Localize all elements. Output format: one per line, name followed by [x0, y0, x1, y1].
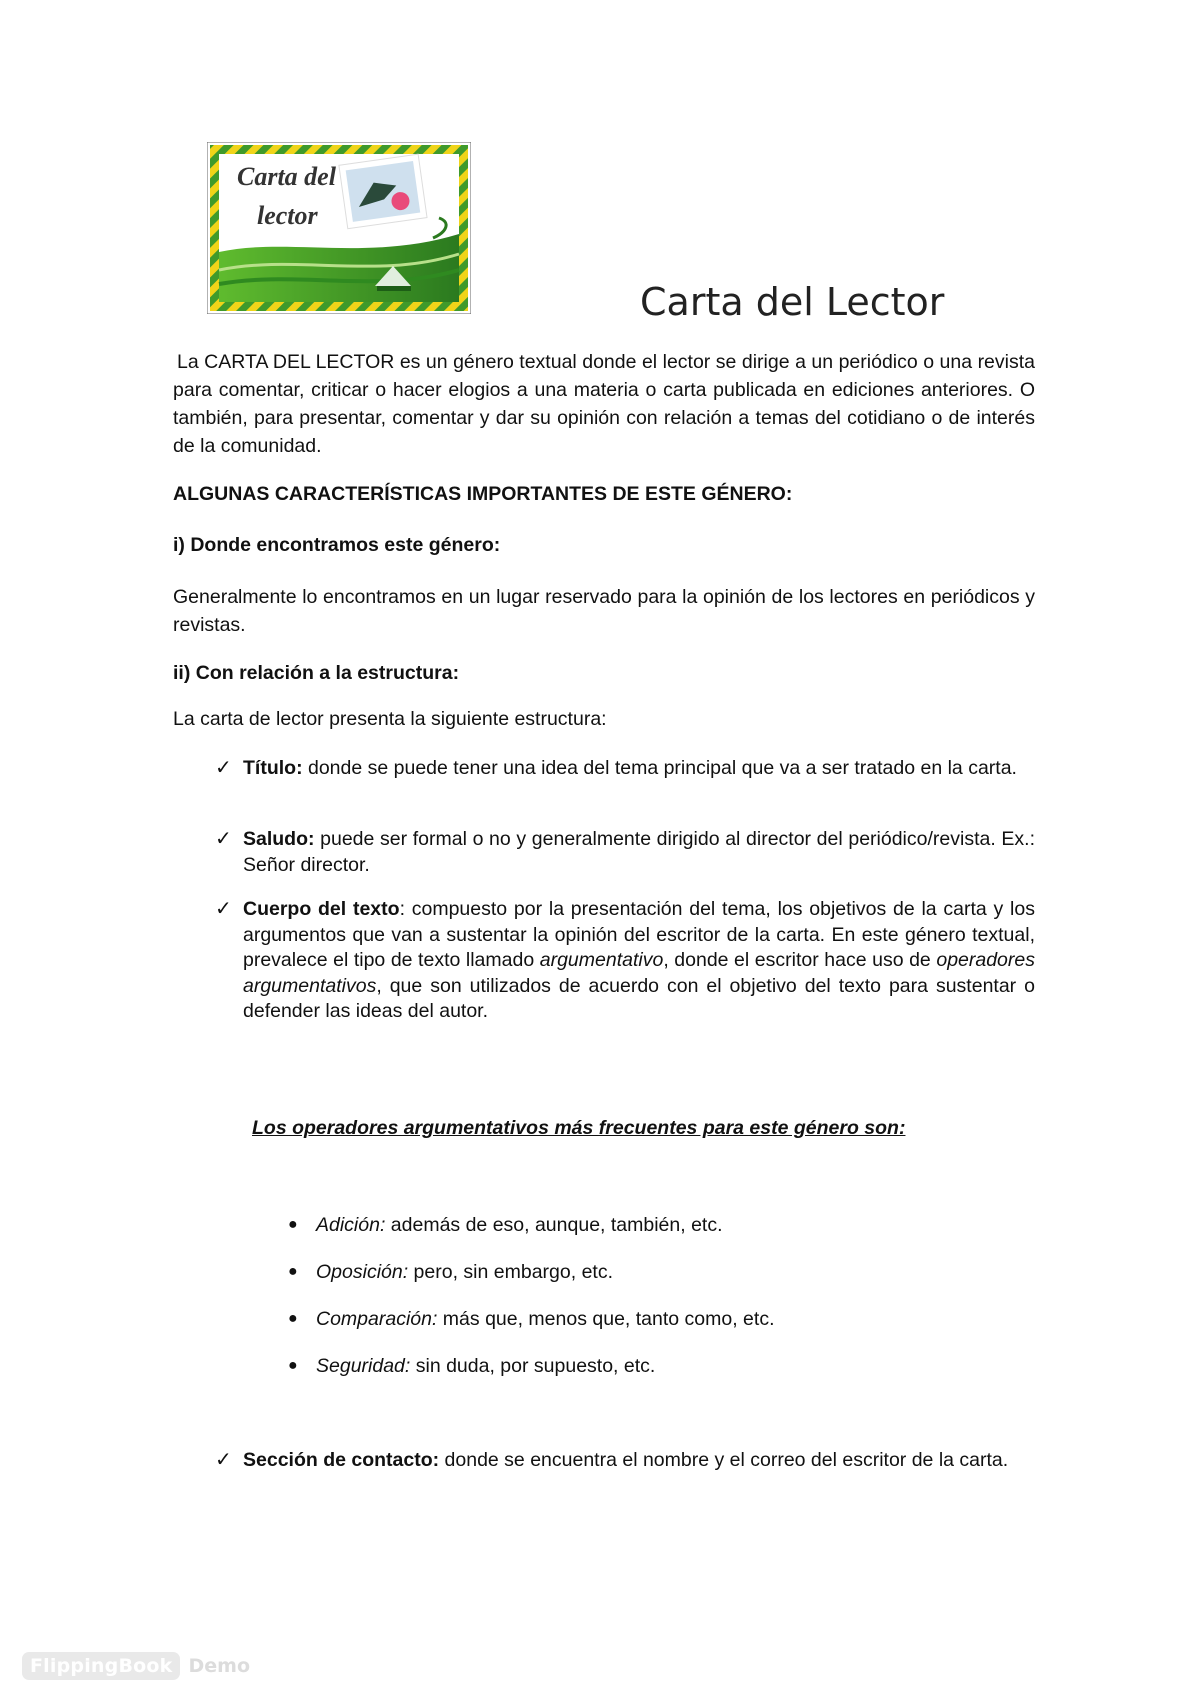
watermark-brand: FlippingBook [22, 1652, 180, 1680]
check-icon: ✓ [215, 828, 232, 850]
list-item-comparacion [288, 1306, 775, 1332]
check-label: Saludo: [243, 828, 315, 850]
bullet-label: Seguridad: [316, 1355, 411, 1377]
check-text: puede ser formal o no y generalmente dirigido al director del periódico/revista. Ex.: Señor director. [243, 828, 1035, 876]
list-item-adicion [288, 1212, 723, 1238]
check-icon: ✓ [215, 898, 232, 920]
watermark-suffix: Demo [188, 1655, 250, 1677]
check-label: Título: [243, 757, 303, 779]
flippingbook-demo-watermark[interactable] [22, 1649, 250, 1683]
bullet-icon: ● [288, 1310, 298, 1327]
check-icon: ✓ [215, 1449, 232, 1471]
check-icon: ✓ [215, 757, 232, 779]
heading-donde: i) Donde encontramos este género: [173, 534, 501, 556]
list-item-seguridad [288, 1353, 655, 1379]
check-item-contacto [215, 1447, 1035, 1473]
bullet-icon: ● [288, 1357, 298, 1374]
check-label: Sección de contacto: [243, 1449, 440, 1471]
emphasis-argumentativo: argumentativo [539, 949, 664, 971]
emphasis-operadores: operadores argumentativos [243, 949, 1035, 997]
carta-del-lector-logo [207, 142, 471, 314]
check-item-titulo [215, 755, 1035, 781]
check-text: donde se encuentra el nombre y el correo del escritor de la carta. [439, 1449, 1009, 1471]
check-text: , que son utilizados de acuerdo con el objetivo del texto para sustentar o defender las ideas del autor. [243, 974, 1035, 1022]
bullet-icon: ● [288, 1263, 298, 1280]
check-label: Cuerpo del texto [243, 898, 400, 920]
heading-estructura: ii) Con relación a la estructura: [173, 662, 460, 684]
bullet-icon: ● [288, 1216, 298, 1233]
check-text: : compuesto por la presentación del tema, los objetivos de la carta y los argumentos que van a sustentar la opinión del escritor de la carta. En este género textual, prevalece el tipo de texto llamado [243, 898, 1035, 971]
operadores-heading: Los operadores argumentativos más frecuentes para este género son: [252, 1117, 906, 1139]
check-item-saludo [215, 826, 1035, 878]
check-text: , donde el escritor hace uso de [663, 949, 937, 971]
logo-text-line2: lector [257, 201, 318, 230]
bullet-label: Adición: [316, 1214, 386, 1236]
logo-graphic [207, 142, 471, 314]
intro-paragraph [173, 348, 1035, 460]
logo-text-line1: Carta del [237, 162, 336, 191]
page-title: Carta del Lector [640, 280, 945, 324]
paragraph-donde: Generalmente lo encontramos en un lugar reservado para la opinión de los lectores en periódicos y revistas. [173, 586, 1035, 636]
paragraph-estructura: La carta de lector presenta la siguiente estructura: [173, 708, 607, 730]
check-item-cuerpo [215, 897, 1035, 1025]
bullet-text: pero, sin embargo, etc. [408, 1261, 613, 1283]
bullet-text: más que, menos que, tanto como, etc. [437, 1308, 775, 1330]
check-text: donde se puede tener una idea del tema principal que va a ser tratado en la carta. [302, 757, 1017, 779]
heading-caracteristicas: ALGUNAS CARACTERÍSTICAS IMPORTANTES DE ESTE GÉNERO: [173, 483, 793, 505]
bullet-label: Comparación: [316, 1308, 438, 1330]
bullet-text: sin duda, por supuesto, etc. [410, 1355, 656, 1377]
bullet-text: además de eso, aunque, también, etc. [385, 1214, 723, 1236]
list-item-oposicion [288, 1259, 613, 1285]
intro-text: La CARTA DEL LECTOR es un género textual donde el lector se dirige a un periódico o una revista para comentar, criticar o hacer elogios a una materia o carta publicada en ediciones anteriores. O también, para presentar, comentar y dar su opinión con relación a temas del cotidiano o de interés de la comunidad. [173, 351, 1035, 457]
bullet-label: Oposición: [316, 1261, 409, 1283]
